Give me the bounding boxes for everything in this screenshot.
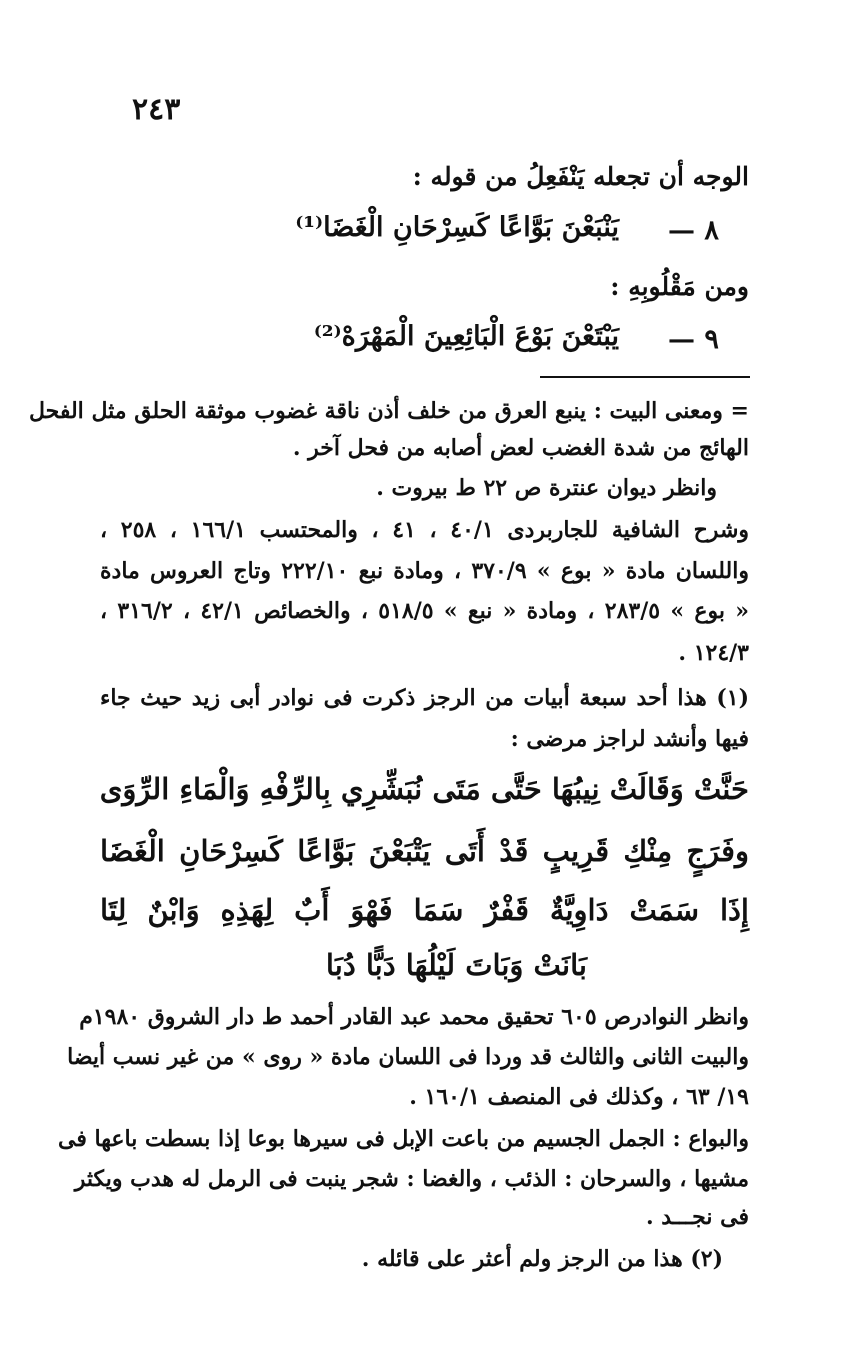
- footnote-line: وانظر ديوان عنترة ص ٢٢ ط بيروت .: [376, 475, 717, 501]
- footnote-line: = ومعنى البيت : ينبع العرق من خلف أذن ناقة غضوب موثقة الحلق مثل الفحل: [28, 398, 749, 424]
- footnote-2: (٢) هذا من الرجز ولم أعثر على قائله .: [361, 1246, 723, 1272]
- verse-9-number: ٩ —: [668, 324, 719, 355]
- verse-8-number: ٨ —: [668, 215, 719, 246]
- poem-line: بَانَتْ وَبَاتَ لَيْلُهَا دَبًّا دُبَا: [325, 948, 587, 982]
- gloss-line: فى نجـــد .: [645, 1204, 749, 1230]
- reference-line: وانظر النوادرص ٦٠٥ تحقيق محمد عبد القادر أحمد ط دار الشروق ١٩٨٠م: [79, 1004, 749, 1030]
- poem-line: إِذَا سَمَتْ دَاوِيَّةٌ قَفْرٌ سَمَا فَهْوَ أَبٌ لِهَذِهِ وَابْنٌ لِتَا: [100, 893, 749, 927]
- intro-line: الوجه أن تجعله يَنْفَعِلُ من قوله :: [412, 162, 749, 191]
- footnote-line: واللسان مادة « بوع » ٣٧٠/٩ ، ومادة نبع ٢٢٢/١٠ وتاج العروس مادة: [100, 558, 749, 584]
- footnote-1-line: فيها وأنشد لراجز مرضى :: [510, 726, 749, 752]
- gloss-line: والبواع : الجمل الجسيم من باعت الإبل فى سيرها بوعا إذا بسطت باعها فى: [58, 1126, 749, 1152]
- footnote-line: « بوع » ٢٨٣/٥ ، ومادة « نبع » ٥١٨/٥ ، والخصائص ٤٢/١ ، ٣١٦/٢ ،: [100, 598, 750, 624]
- reference-line: ١٩/ ٦٣ ، وكذلك فى المنصف ١٦٠/١ .: [409, 1084, 749, 1110]
- maqlub-line: ومن مَقْلُوبِهِ :: [610, 272, 749, 301]
- verse-9-text: يَبْتَعْنَ بَوْعَ الْبَائِعِينَ الْمَهْرَهْ⁽²⁾: [313, 321, 619, 352]
- footnote-divider: [540, 376, 750, 378]
- poem-line: وفَرَجٍ مِنْكِ قَرِيبٍ قَدْ أَتَى يَتْبَعْنَ بَوَّاعًا كَسِرْحَانِ الْغَضَا: [100, 834, 749, 868]
- reference-line: والبيت الثانى والثالث قد وردا فى اللسان مادة « روى » من غير نسب أيضا: [67, 1044, 749, 1070]
- gloss-line: مشيها ، والسرحان : الذئب ، والغضا : شجر ينبت فى الرمل له هدب ويكثر: [74, 1166, 749, 1192]
- footnote-1-line: (١) هذا أحد سبعة أبيات من الرجز ذكرت فى نوادر أبى زيد حيث جاء: [100, 685, 749, 711]
- poem-line: حَنَّتْ وَقَالَتْ نِيبُهَا حَتَّى مَتَى نُبَشِّرِي بِالرِّفْهِ وَالْمَاءِ الرِّوَى: [99, 772, 749, 806]
- footnote-line: الهائج من شدة الغضب لعض أصابه من فحل آخر .: [292, 435, 749, 461]
- page-number: ٢٤٣: [132, 92, 181, 127]
- verse-8-text: يَنْبَعْنَ بَوَّاعًا كَسِرْحَانِ الْغَضَا⁽¹⁾: [295, 212, 619, 243]
- footnote-line: ١٢٤/٣ .: [678, 640, 749, 666]
- footnote-line: وشرح الشافية للجاربردى ٤٠/١ ، ٤١ ، والمحتسب ١٦٦/١ ، ٢٥٨ ،: [100, 517, 750, 543]
